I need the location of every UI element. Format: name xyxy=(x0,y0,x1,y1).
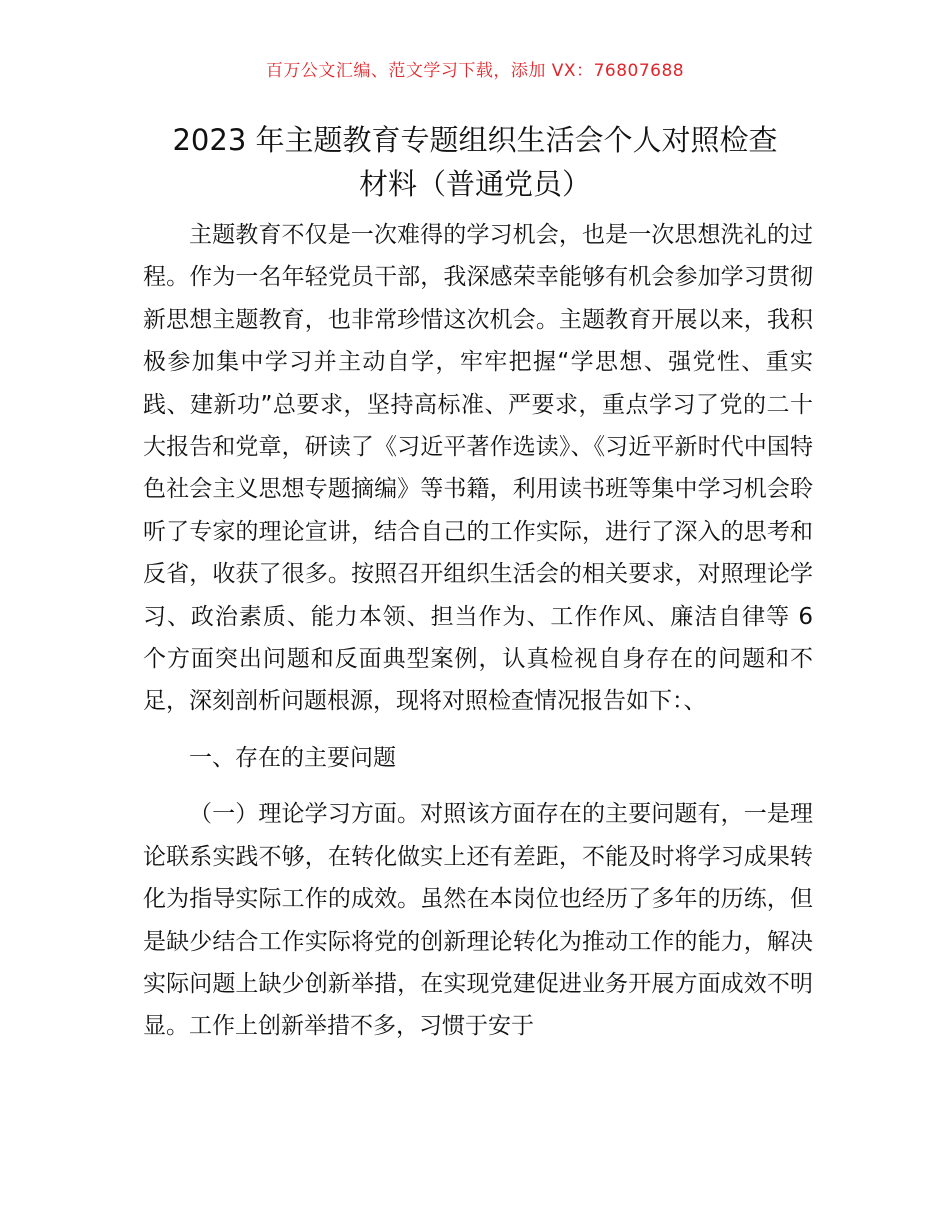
watermark-text: 百万公文汇编、范文学习下载，添加 VX：76807688 xyxy=(265,61,685,81)
section-heading: 一、存在的主要问题 xyxy=(189,744,396,771)
document-body xyxy=(143,214,813,1048)
title-line-2: 材料（普通党员） xyxy=(358,167,591,201)
document-title xyxy=(130,118,820,206)
intro-paragraph: 主题教育不仅是一次难得的学习机会，也是一次思想洗礼的过程。作为一名年轻党员干部，我深感荣幸能够有机会参加学习贯彻新思想主题教育，也非常珍惜这次机会。主题教育开展以来，我积极参加集中学习并主动自学，牢牢把握“学思想、强党性、重实践、建新功”总要求，坚持高标准、严要求，重点学习了党的二十大报告和党章，研读了《习近平著作选读》、《习近平新时代中国特色社会主义思想专题摘编》等书籍，利用读书班等集中学习机会聆听了专家的理论宣讲，结合自己的工作实际，进行了深入的思考和反省，收获了很多。按照召开组织生活会的相关要求，对照理论学习、政治素质、能力本领、担当作为、工作作风、廉洁自律等 6 个方面突出问题和反面典型案例，认真检视自身存在的问题和不足，深刻剖析问题根源，现将对照检查情况报告如下：、 xyxy=(143,222,813,715)
title-line-1: 2023 年主题教育专题组织生活会个人对照检查 xyxy=(172,123,778,157)
subsection-paragraph: （一）理论学习方面。对照该方面存在的主要问题有，一是理论联系实践不够，在转化做实上还有差距，不能及时将学习成果转化为指导实际工作的成效。虽然在本岗位也经历了多年的历练，但是缺少结合工作实际将党的创新理论转化为推动工作的能力，解决实际问题上缺少创新举措，在实现党建促进业务开展方面成效不明显。工作上创新举措不多，习惯于安于 xyxy=(143,801,813,1040)
